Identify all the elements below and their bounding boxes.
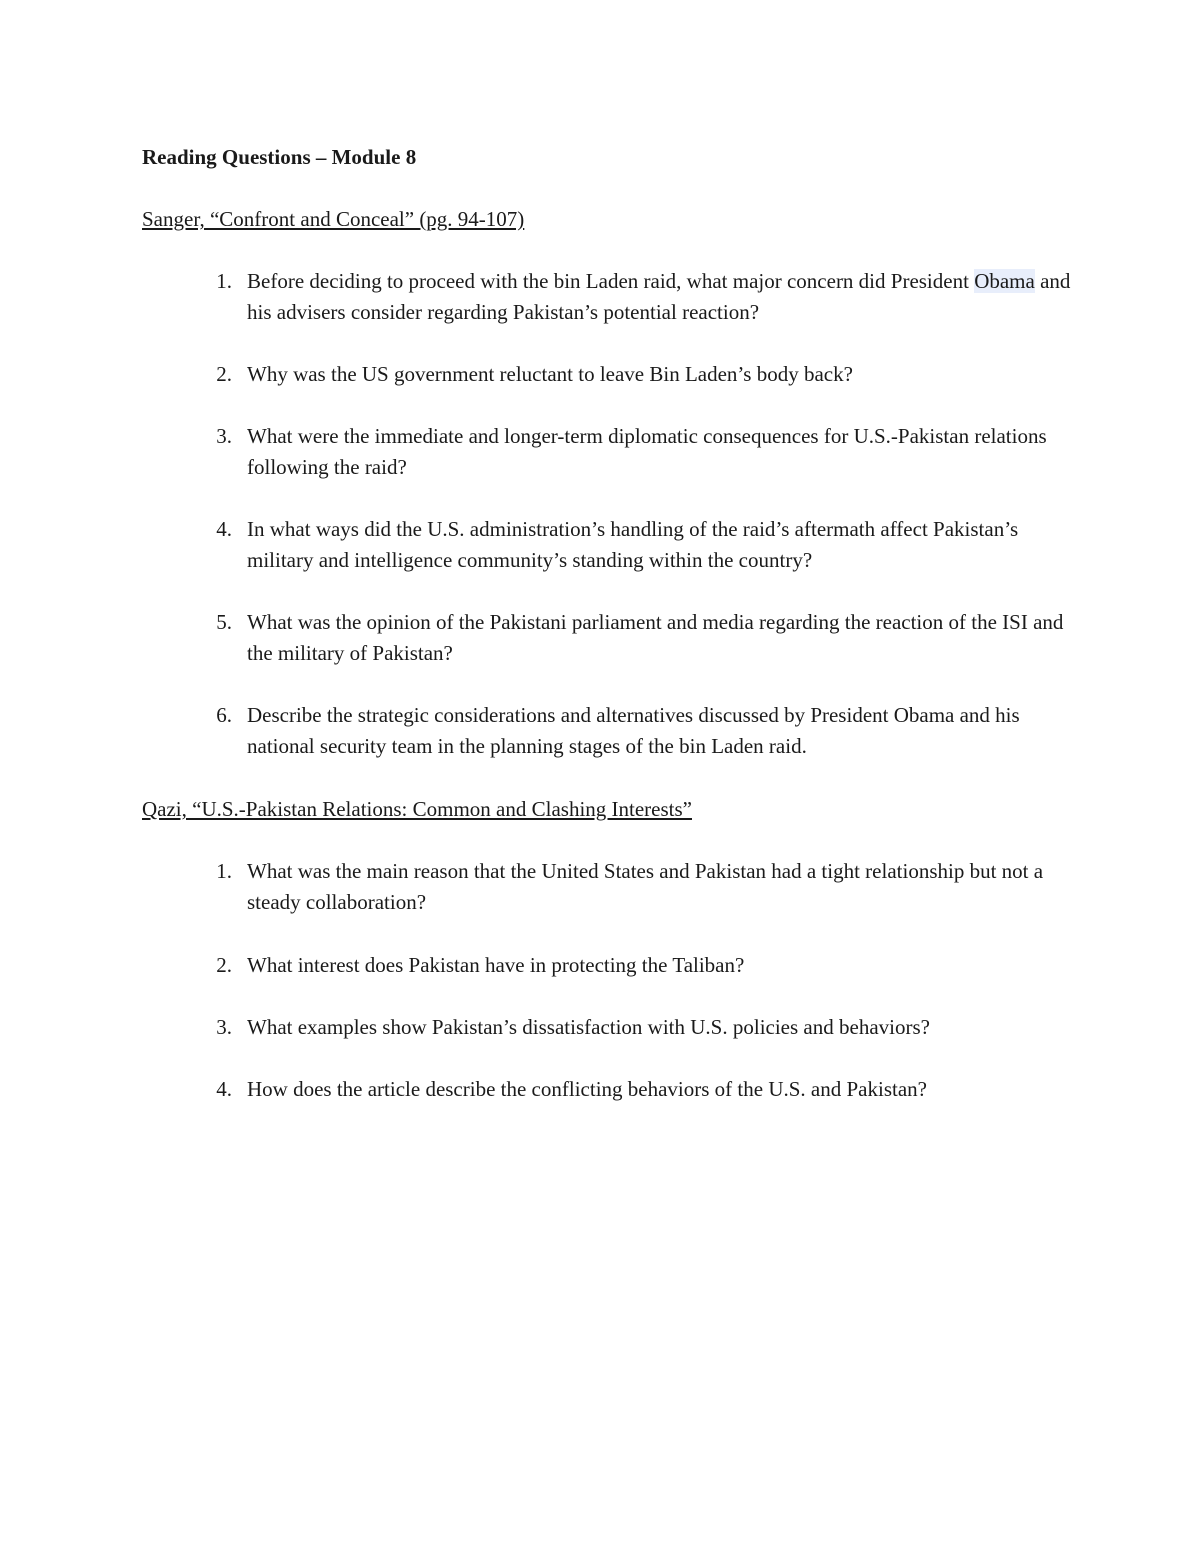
question-text: Why was the US government reluctant to leave Bin Laden’s body back?: [247, 362, 853, 386]
question-1-1: [206, 266, 1076, 328]
question-1-3: [206, 421, 1076, 483]
question-2-2: [206, 950, 1076, 981]
question-number: 5.: [216, 610, 232, 634]
question-number: 4.: [216, 517, 232, 541]
question-text: How does the article describe the conflicting behaviors of the U.S. and Pakistan?: [247, 1077, 927, 1101]
section-heading-qazi: Qazi, “U.S.-Pakistan Relations: Common and Clashing Interests”: [142, 797, 692, 821]
question-number: 6.: [216, 703, 232, 727]
question-text: What were the immediate and longer-term diplomatic consequences for U.S.-Pakistan relations following the raid?: [247, 424, 1047, 479]
highlighted-word: Obama: [974, 269, 1035, 293]
question-text: In what ways did the U.S. administration’s handling of the raid’s aftermath affect Pakistan’s military and intelligence community’s standing within the country?: [247, 517, 1019, 572]
question-2-3: [206, 1012, 1076, 1043]
question-number: 3.: [216, 1015, 232, 1039]
question-text: What examples show Pakistan’s dissatisfaction with U.S. policies and behaviors?: [247, 1015, 930, 1039]
question-number: 3.: [216, 424, 232, 448]
question-text: What was the main reason that the United States and Pakistan had a tight relationship but not a steady collaboration?: [247, 859, 1044, 914]
question-number: 4.: [216, 1077, 232, 1101]
question-1-5: [206, 607, 1076, 669]
question-2-1: [206, 856, 1076, 918]
question-number: 1.: [216, 859, 232, 883]
question-number: 1.: [216, 269, 232, 293]
question-text: What was the opinion of the Pakistani parliament and media regarding the reaction of the ISI and the military of Pakistan?: [247, 610, 1064, 665]
question-2-4: [206, 1074, 1076, 1105]
section-heading-sanger: Sanger, “Confront and Conceal” (pg. 94-107): [142, 207, 525, 231]
question-text: Before deciding to proceed with the bin Laden raid, what major concern did President Obama and his advisers consider regarding Pakistan’s potential reaction?: [247, 269, 1071, 324]
question-number: 2.: [216, 362, 232, 386]
question-text: Describe the strategic considerations and alternatives discussed by President Obama and his national security team in the planning stages of the bin Laden raid.: [247, 703, 1020, 758]
question-1-4: [206, 514, 1076, 576]
question-1-2: [206, 359, 1076, 390]
page-title: Reading Questions – Module 8: [142, 145, 417, 169]
question-text: What interest does Pakistan have in protecting the Taliban?: [247, 953, 745, 977]
question-1-6: [206, 700, 1076, 762]
question-number: 2.: [216, 953, 232, 977]
